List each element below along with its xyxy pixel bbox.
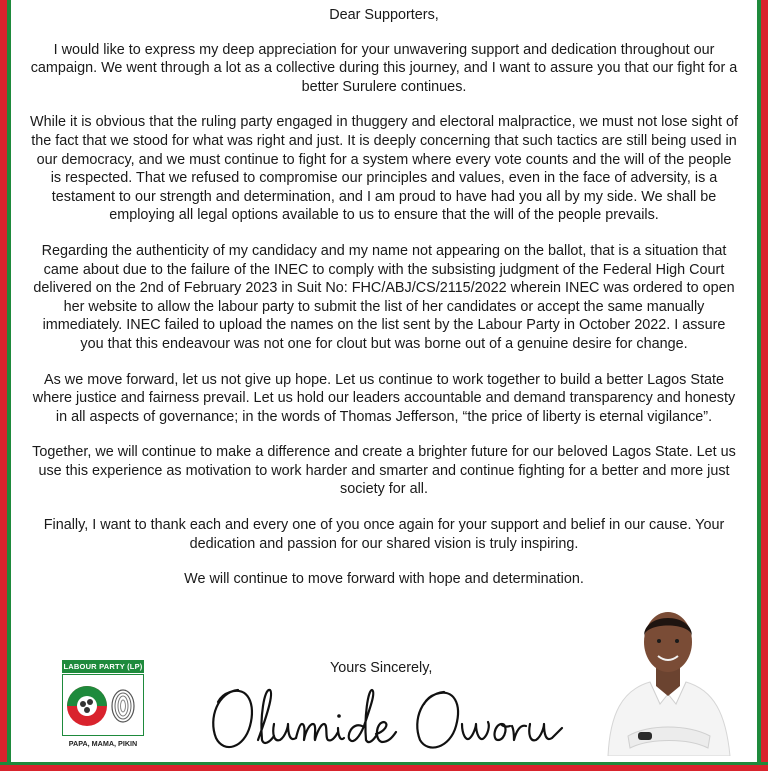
letter-paragraph: Together, we will continue to make a difference and create a brighter future for our beloved Lagos State. Let us use this experience as motivation to work harder and smarter and continue fighting for a better and more just society for all. <box>32 444 736 498</box>
labour-party-logo-icon <box>62 674 144 736</box>
letter-paragraph: I would like to express my deep appreciation for your unwavering support and dedication throughout our campaign. We went through a lot as a collective during this journey, and I want to assure you that our fight for a better Surulere continues. <box>30 41 738 95</box>
border-red-left <box>0 0 7 771</box>
border-bottom-red <box>0 765 768 771</box>
candidate-portrait-icon <box>598 586 738 756</box>
letter-closing: Yours Sincerely, <box>330 660 433 676</box>
letter-paragraph: Regarding the authenticity of my candidacy and my name not appearing on the ballot, that is a situation that came about due to the failure of the INEC to comply with the subsisting judgment of the Federal High Court delivered on the 2nd of February 2023 in Suit No: FHC/ABJ/CS/2115/2022 wherein INEC was ordered to open her website to allow the labour party to submit the list of her candidates or accept the same manually immediately. INEC failed to upload the names on the list sent by the Labour Party in October 2022. I assure you that this endeavour was not one for clout but was borne out of a genuine desire for change. <box>33 242 735 352</box>
letter-body <box>30 6 738 606</box>
letter-paragraph: As we move forward, let us not give up hope. Let us continue to work together to build a better Lagos State where justice and fairness prevail. Let us hold our leaders accountable and demand transparency and honesty in all aspects of governance; in the words of Thomas Jefferson, “the price of liberty is eternal vigilance”. <box>32 371 736 425</box>
border-green-right <box>757 0 761 771</box>
letter-paragraph: We will continue to move forward with hope and determination. <box>184 571 584 588</box>
border-red-right <box>761 0 768 771</box>
labour-party-logo <box>62 660 144 752</box>
border-green-left <box>7 0 11 771</box>
signature-icon <box>200 678 600 758</box>
letter-paragraph: Finally, I want to thank each and every one of you once again for your support and belief in our cause. Your dedication and passion for our shared vision is truly inspiring. <box>43 517 725 552</box>
logo-footer: PAPA, MAMA, PIKIN <box>68 739 138 748</box>
logo-header: LABOUR PARTY (LP) <box>63 662 143 671</box>
letter-paragraph: While it is obvious that the ruling party engaged in thuggery and electoral malpractice, we must not lose sight of the fact that we stood for what was right and just. It is deeply concerning that such tactics are still being used in our democracy, and we must continue to fight for a system where every vote counts and the will of the people is respected. That we refused to compromise our principles and values, even in the face of adversity, is a testament to our strength and determination, and I am proud to have had you all by my side. We shall be employing all legal options available to us to ensure that the will of the people prevails. <box>30 114 738 224</box>
letter-greeting: Dear Supporters, <box>329 7 439 23</box>
logo-emblem-icon <box>63 675 143 735</box>
